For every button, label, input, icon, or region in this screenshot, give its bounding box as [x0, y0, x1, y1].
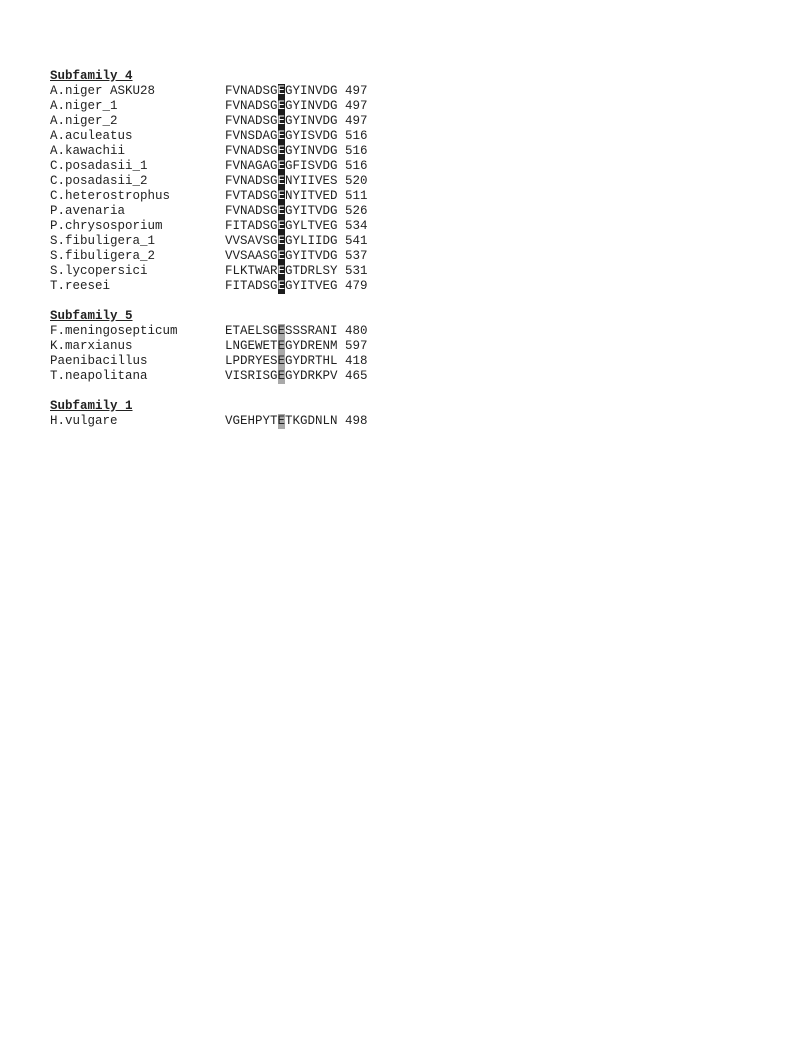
alignment-row — [50, 204, 470, 219]
species-name: C.posadasii_2 — [50, 174, 148, 188]
sequence-fragment — [225, 324, 338, 339]
conserved-residue: E — [277, 279, 286, 293]
subfamily-group — [50, 309, 470, 384]
species-name: S.fibuligera_1 — [50, 234, 156, 248]
sequence-before: FVNSDAG — [225, 129, 278, 143]
species-name: A.kawachii — [50, 144, 126, 158]
species-name: P.chrysosporium — [50, 219, 163, 233]
conserved-residue: E — [277, 144, 286, 158]
conserved-residue: E — [277, 204, 286, 218]
residue-position: 497 — [345, 99, 368, 113]
sequence-alignment — [50, 69, 470, 444]
sequence-fragment — [225, 369, 338, 384]
conserved-residue: E — [277, 249, 286, 263]
sequence-after: GYDRTHL — [285, 354, 338, 368]
conserved-residue: E — [277, 369, 286, 383]
species-name: A.niger_1 — [50, 99, 118, 113]
residue-position: 516 — [345, 129, 368, 143]
species-name: T.neapolitana — [50, 369, 148, 383]
sequence-fragment — [225, 264, 338, 279]
sequence-after: GYITVDG — [285, 249, 338, 263]
residue-position: 534 — [345, 219, 368, 233]
subfamily-group — [50, 69, 470, 294]
sequence-after: GYLTVEG — [285, 219, 338, 233]
conserved-residue: E — [277, 234, 286, 248]
sequence-after: GYDRKPV — [285, 369, 338, 383]
species-name: A.aculeatus — [50, 129, 133, 143]
residue-position: 480 — [345, 324, 368, 338]
alignment-row — [50, 354, 470, 369]
species-name: C.heterostrophus — [50, 189, 171, 203]
sequence-before: FVNAGAG — [225, 159, 278, 173]
sequence-before: FVNADSG — [225, 174, 278, 188]
sequence-fragment — [225, 84, 338, 99]
sequence-after: GYITVDG — [285, 204, 338, 218]
alignment-row — [50, 159, 470, 174]
sequence-before: FVNADSG — [225, 99, 278, 113]
alignment-row — [50, 144, 470, 159]
sequence-after: GYISVDG — [285, 129, 338, 143]
sequence-after: GYINVDG — [285, 99, 338, 113]
sequence-before: VVSAVSG — [225, 234, 278, 248]
residue-position: 511 — [345, 189, 368, 203]
residue-position: 418 — [345, 354, 368, 368]
sequence-after: NYITVED — [285, 189, 338, 203]
sequence-before: VGEHPYT — [225, 414, 278, 428]
sequence-fragment — [225, 174, 338, 189]
conserved-residue: E — [277, 129, 286, 143]
alignment-row — [50, 219, 470, 234]
subfamily-title: Subfamily 4 — [50, 69, 133, 83]
sequence-fragment — [225, 354, 338, 369]
sequence-after: GYINVDG — [285, 144, 338, 158]
residue-position: 526 — [345, 204, 368, 218]
conserved-residue: E — [277, 324, 286, 338]
sequence-after: GTDRLSY — [285, 264, 338, 278]
conserved-residue: E — [277, 339, 286, 353]
sequence-before: FVNADSG — [225, 144, 278, 158]
sequence-fragment — [225, 219, 338, 234]
alignment-row — [50, 369, 470, 384]
subfamily-title: Subfamily 5 — [50, 309, 133, 323]
species-name: A.niger ASKU28 — [50, 84, 156, 98]
sequence-fragment — [225, 144, 338, 159]
sequence-after: SSSRANI — [285, 324, 338, 338]
residue-position: 497 — [345, 84, 368, 98]
sequence-fragment — [225, 189, 338, 204]
sequence-before: FVNADSG — [225, 84, 278, 98]
sequence-after: GYINVDG — [285, 84, 338, 98]
alignment-row — [50, 414, 470, 429]
alignment-row — [50, 174, 470, 189]
sequence-fragment — [225, 414, 338, 429]
sequence-before: FLKTWAR — [225, 264, 278, 278]
sequence-before: LPDRYES — [225, 354, 278, 368]
species-name: A.niger_2 — [50, 114, 118, 128]
species-name: P.avenaria — [50, 204, 126, 218]
conserved-residue: E — [277, 219, 286, 233]
sequence-after: GYINVDG — [285, 114, 338, 128]
sequence-fragment — [225, 129, 338, 144]
conserved-residue: E — [277, 159, 286, 173]
alignment-row — [50, 189, 470, 204]
species-name: K.marxianus — [50, 339, 133, 353]
residue-position: 541 — [345, 234, 368, 248]
sequence-before: ETAELSG — [225, 324, 278, 338]
alignment-row — [50, 99, 470, 114]
residue-position: 537 — [345, 249, 368, 263]
sequence-before: FITADSG — [225, 279, 278, 293]
sequence-before: VISRISG — [225, 369, 278, 383]
residue-position: 498 — [345, 414, 368, 428]
species-name: C.posadasii_1 — [50, 159, 148, 173]
residue-position: 497 — [345, 114, 368, 128]
alignment-row — [50, 249, 470, 264]
alignment-row — [50, 84, 470, 99]
species-name: S.fibuligera_2 — [50, 249, 156, 263]
residue-position: 465 — [345, 369, 368, 383]
alignment-row — [50, 279, 470, 294]
species-name: S.lycopersici — [50, 264, 148, 278]
sequence-before: LNGEWET — [225, 339, 278, 353]
sequence-fragment — [225, 249, 338, 264]
subfamily-group — [50, 399, 470, 429]
species-name: T.reesei — [50, 279, 111, 293]
conserved-residue: E — [277, 414, 286, 428]
residue-position: 531 — [345, 264, 368, 278]
species-name: Paenibacillus — [50, 354, 148, 368]
conserved-residue: E — [277, 189, 286, 203]
sequence-before: FVNADSG — [225, 114, 278, 128]
subfamily-title: Subfamily 1 — [50, 399, 133, 413]
alignment-row — [50, 234, 470, 249]
sequence-after: TKGDNLN — [285, 414, 338, 428]
conserved-residue: E — [277, 174, 286, 188]
alignment-row — [50, 114, 470, 129]
sequence-before: FVTADSG — [225, 189, 278, 203]
conserved-residue: E — [277, 114, 286, 128]
sequence-fragment — [225, 114, 338, 129]
residue-position: 520 — [345, 174, 368, 188]
alignment-row — [50, 324, 470, 339]
conserved-residue: E — [277, 99, 286, 113]
species-name: H.vulgare — [50, 414, 118, 428]
conserved-residue: E — [277, 354, 286, 368]
sequence-before: VVSAASG — [225, 249, 278, 263]
sequence-fragment — [225, 159, 338, 174]
residue-position: 479 — [345, 279, 368, 293]
alignment-row — [50, 339, 470, 354]
sequence-after: GYLIIDG — [285, 234, 338, 248]
alignment-row — [50, 129, 470, 144]
conserved-residue: E — [277, 84, 286, 98]
residue-position: 516 — [345, 159, 368, 173]
sequence-before: FVNADSG — [225, 204, 278, 218]
sequence-after: GYDRENM — [285, 339, 338, 353]
sequence-after: GYITVEG — [285, 279, 338, 293]
species-name: F.meningosepticum — [50, 324, 178, 338]
residue-position: 516 — [345, 144, 368, 158]
sequence-fragment — [225, 99, 338, 114]
sequence-fragment — [225, 279, 338, 294]
alignment-row — [50, 264, 470, 279]
sequence-after: GFISVDG — [285, 159, 338, 173]
sequence-fragment — [225, 339, 338, 354]
sequence-after: NYIIVES — [285, 174, 338, 188]
sequence-before: FITADSG — [225, 219, 278, 233]
residue-position: 597 — [345, 339, 368, 353]
conserved-residue: E — [277, 264, 286, 278]
sequence-fragment — [225, 204, 338, 219]
sequence-fragment — [225, 234, 338, 249]
